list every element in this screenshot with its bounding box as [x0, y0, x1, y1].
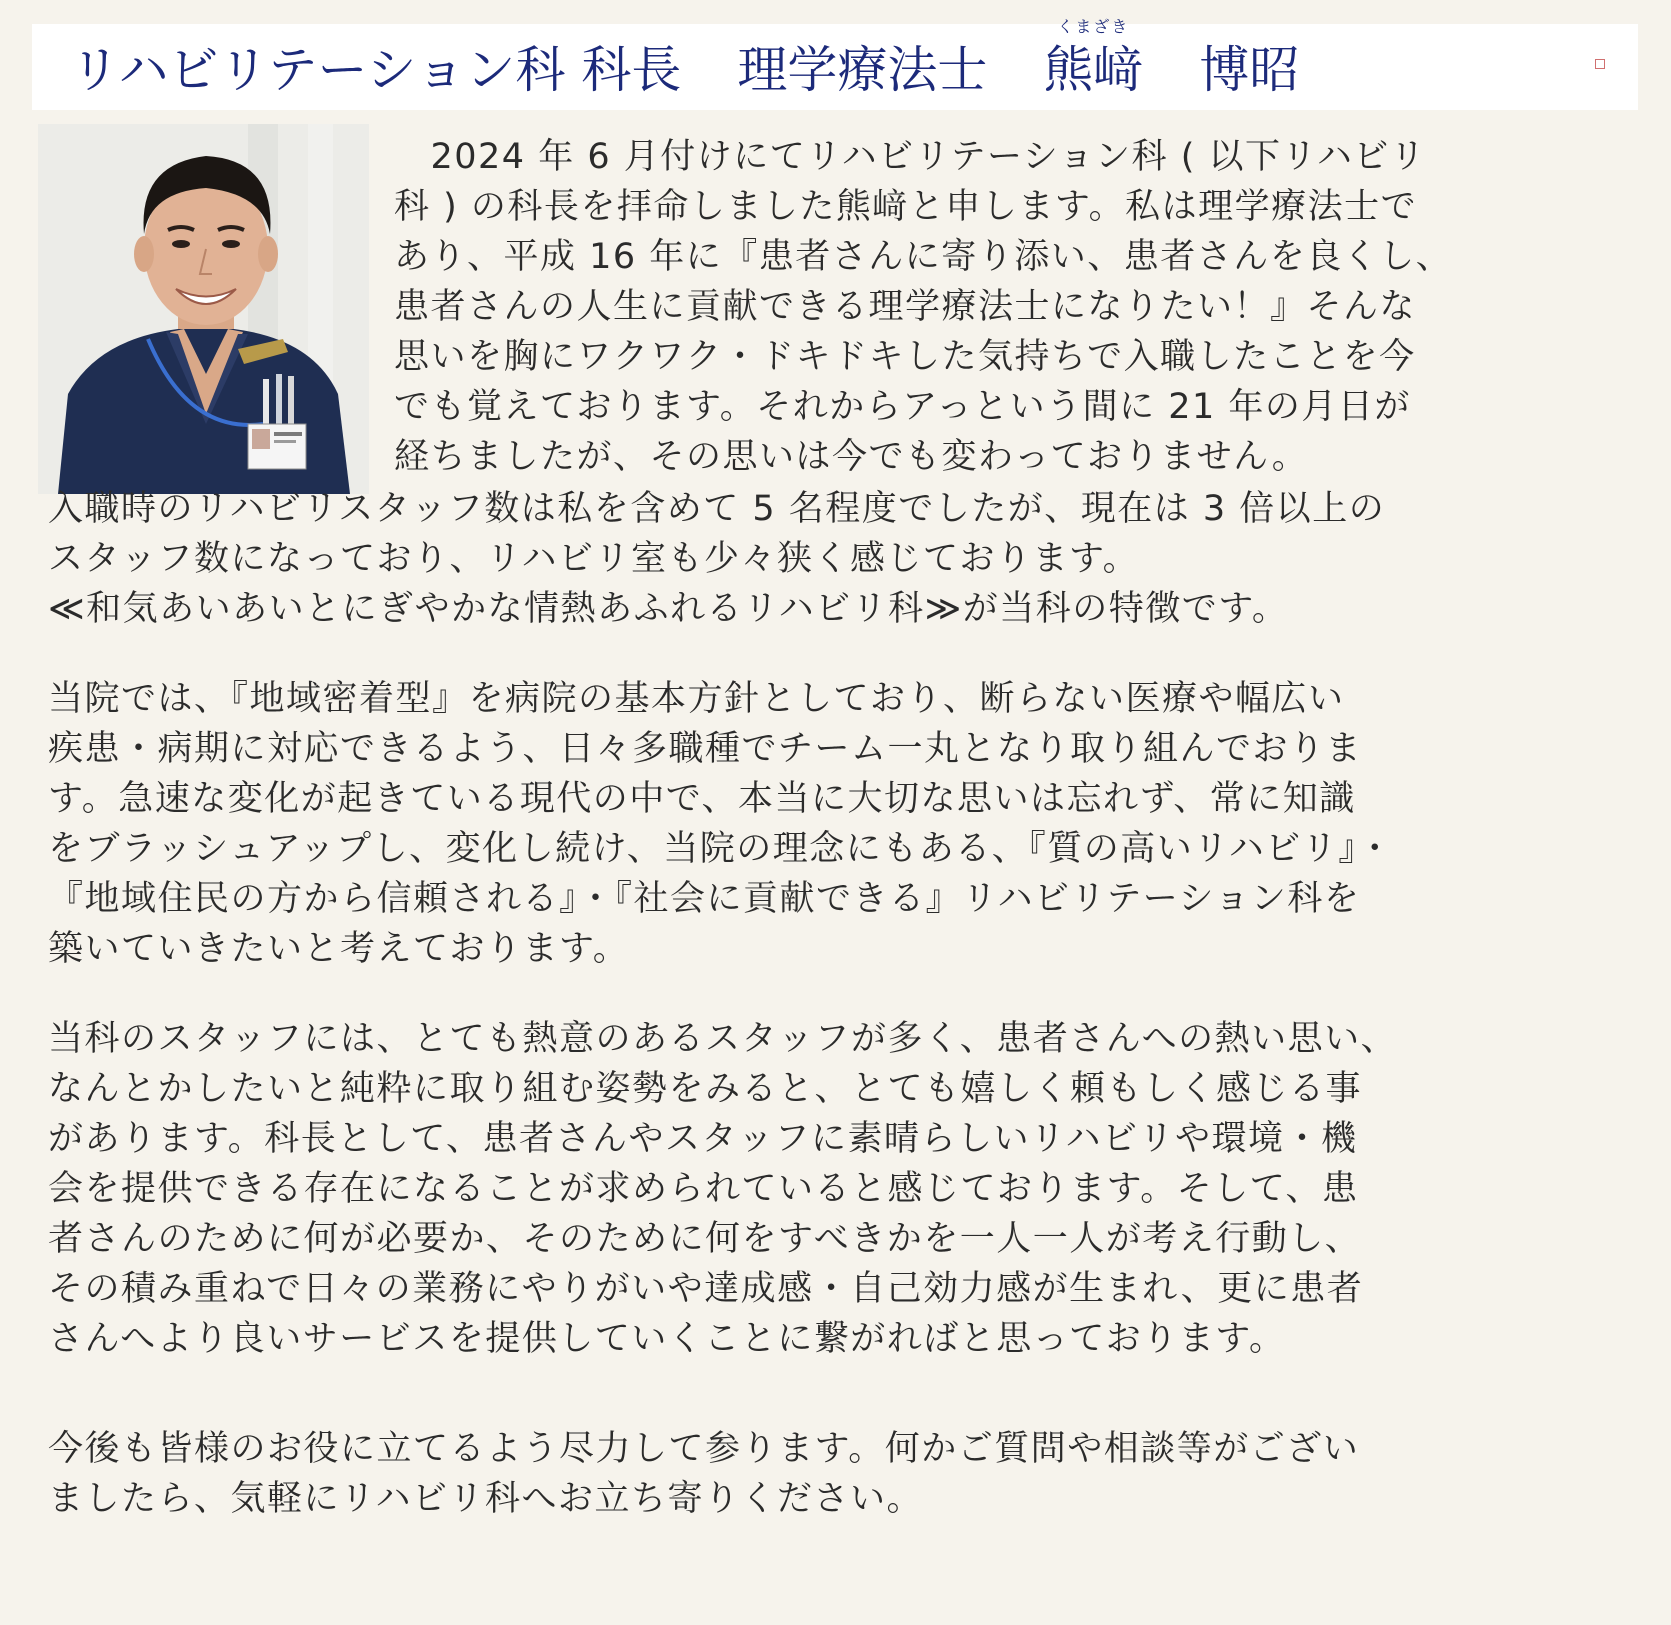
given-name: 博昭	[1199, 41, 1300, 99]
paragraph-line: 当科のスタッフには、とても熱意のあるスタッフが多く、患者さんへの熱い思い、	[48, 1019, 1398, 1059]
seal-mark	[1595, 59, 1605, 69]
paragraph-line: 『地域住民の方から信頼される』・『社会に貢献できる』リハビリテーション科を	[48, 879, 1361, 919]
staff-portrait-photo	[38, 124, 369, 494]
intro-line: 2024 年 6 月付けにてリハビリテーション科 ( 以下リハビリ	[394, 137, 1427, 177]
paragraph-line: その積み重ねで日々の業務にやりがいや達成感・自己効力感が生まれ、更に患者	[48, 1269, 1364, 1309]
portrait-illustration	[38, 124, 369, 494]
paragraph-line: スタッフ数になっており、リハビリ室も少々狭く感じております。	[48, 539, 1140, 579]
intro-line: 経ちましたが、その思いは今でも変わっておりません。	[394, 437, 1309, 477]
paragraph-line: さんへより良いサービスを提供していくことに繋がればと思っております。	[48, 1319, 1286, 1359]
intro-line: あり、平成 16 年に『患者さんに寄り添い、患者さんを良くし、	[394, 237, 1453, 277]
paragraph-line: 築いていきたいと考えております。	[48, 929, 630, 969]
intro-line: 患者さんの人生に貢献できる理学療法士になりたい！』そんな	[394, 287, 1417, 327]
paragraph-line: をブラッシュアップし、変化し続け、当院の理念にもある、『質の高いリハビリ』・	[48, 829, 1394, 869]
surname	[1043, 17, 1144, 100]
paragraph-line: 者さんのために何が必要か、そのために何をすべきかを一人一人が考え行動し、	[48, 1219, 1362, 1259]
paragraph-line: ≪和気あいあいとにぎやかな情熱あふれるリハビリ科≫が当科の特徴です。	[48, 589, 1289, 629]
paragraph-hospital-policy	[48, 674, 1636, 974]
paragraph-line: す。急速な変化が起きている現代の中で、本当に大切な思いは忘れず、常に知識	[48, 779, 1356, 819]
department-title: リハビリテーション科 科長	[70, 41, 682, 99]
page-title	[70, 17, 1300, 100]
paragraph-staff-passion	[48, 1014, 1636, 1364]
paragraph-line: 今後も皆様のお役に立てるよう尽力して参ります。何かご質問や相談等がござい	[48, 1429, 1360, 1469]
paragraph-staff-growth	[48, 484, 1636, 634]
paragraph-line: なんとかしたいと純粋に取り組む姿勢をみると、とても嬉しく頼もしく感じる事	[48, 1069, 1363, 1109]
paragraph-line: 疾患・病期に対応できるよう、日々多職種でチーム一丸となり取り組んでおりま	[48, 729, 1363, 769]
paragraph-line: 当院では、『地域密着型』を病院の基本方針としており、断らない医療や幅広い	[48, 679, 1345, 719]
paragraph-line: ましたら、気軽にリハビリ科へお立ち寄りください。	[48, 1479, 923, 1519]
paragraph-closing	[48, 1424, 1636, 1524]
paragraph-line: があります。科長として、患者さんやスタッフに素晴らしいリハビリや環境・機	[48, 1119, 1358, 1159]
intro-line: 思いを胸にワクワク・ドキドキした気持ちで入職したことを今	[394, 337, 1416, 377]
intro-line: 科 ) の科長を拝命しました熊﨑と申します。私は理学療法士で	[394, 187, 1418, 227]
surname-ruby: くまざき	[1057, 17, 1130, 36]
paragraph-line: 入職時のリハビリスタッフ数は私を含めて 5 名程度でしたが、現在は 3 倍以上の	[48, 489, 1386, 529]
title-banner	[32, 17, 1638, 110]
profession-label: 理学療法士	[737, 41, 988, 99]
intro-line: でも覚えております。それからアっという間に 21 年の月日が	[394, 387, 1411, 427]
paragraph-line: 会を提供できる存在になることが求められていると感じております。そして、患	[48, 1169, 1359, 1209]
intro-paragraph	[394, 132, 1634, 482]
surname-text: 熊﨑	[1043, 41, 1144, 99]
